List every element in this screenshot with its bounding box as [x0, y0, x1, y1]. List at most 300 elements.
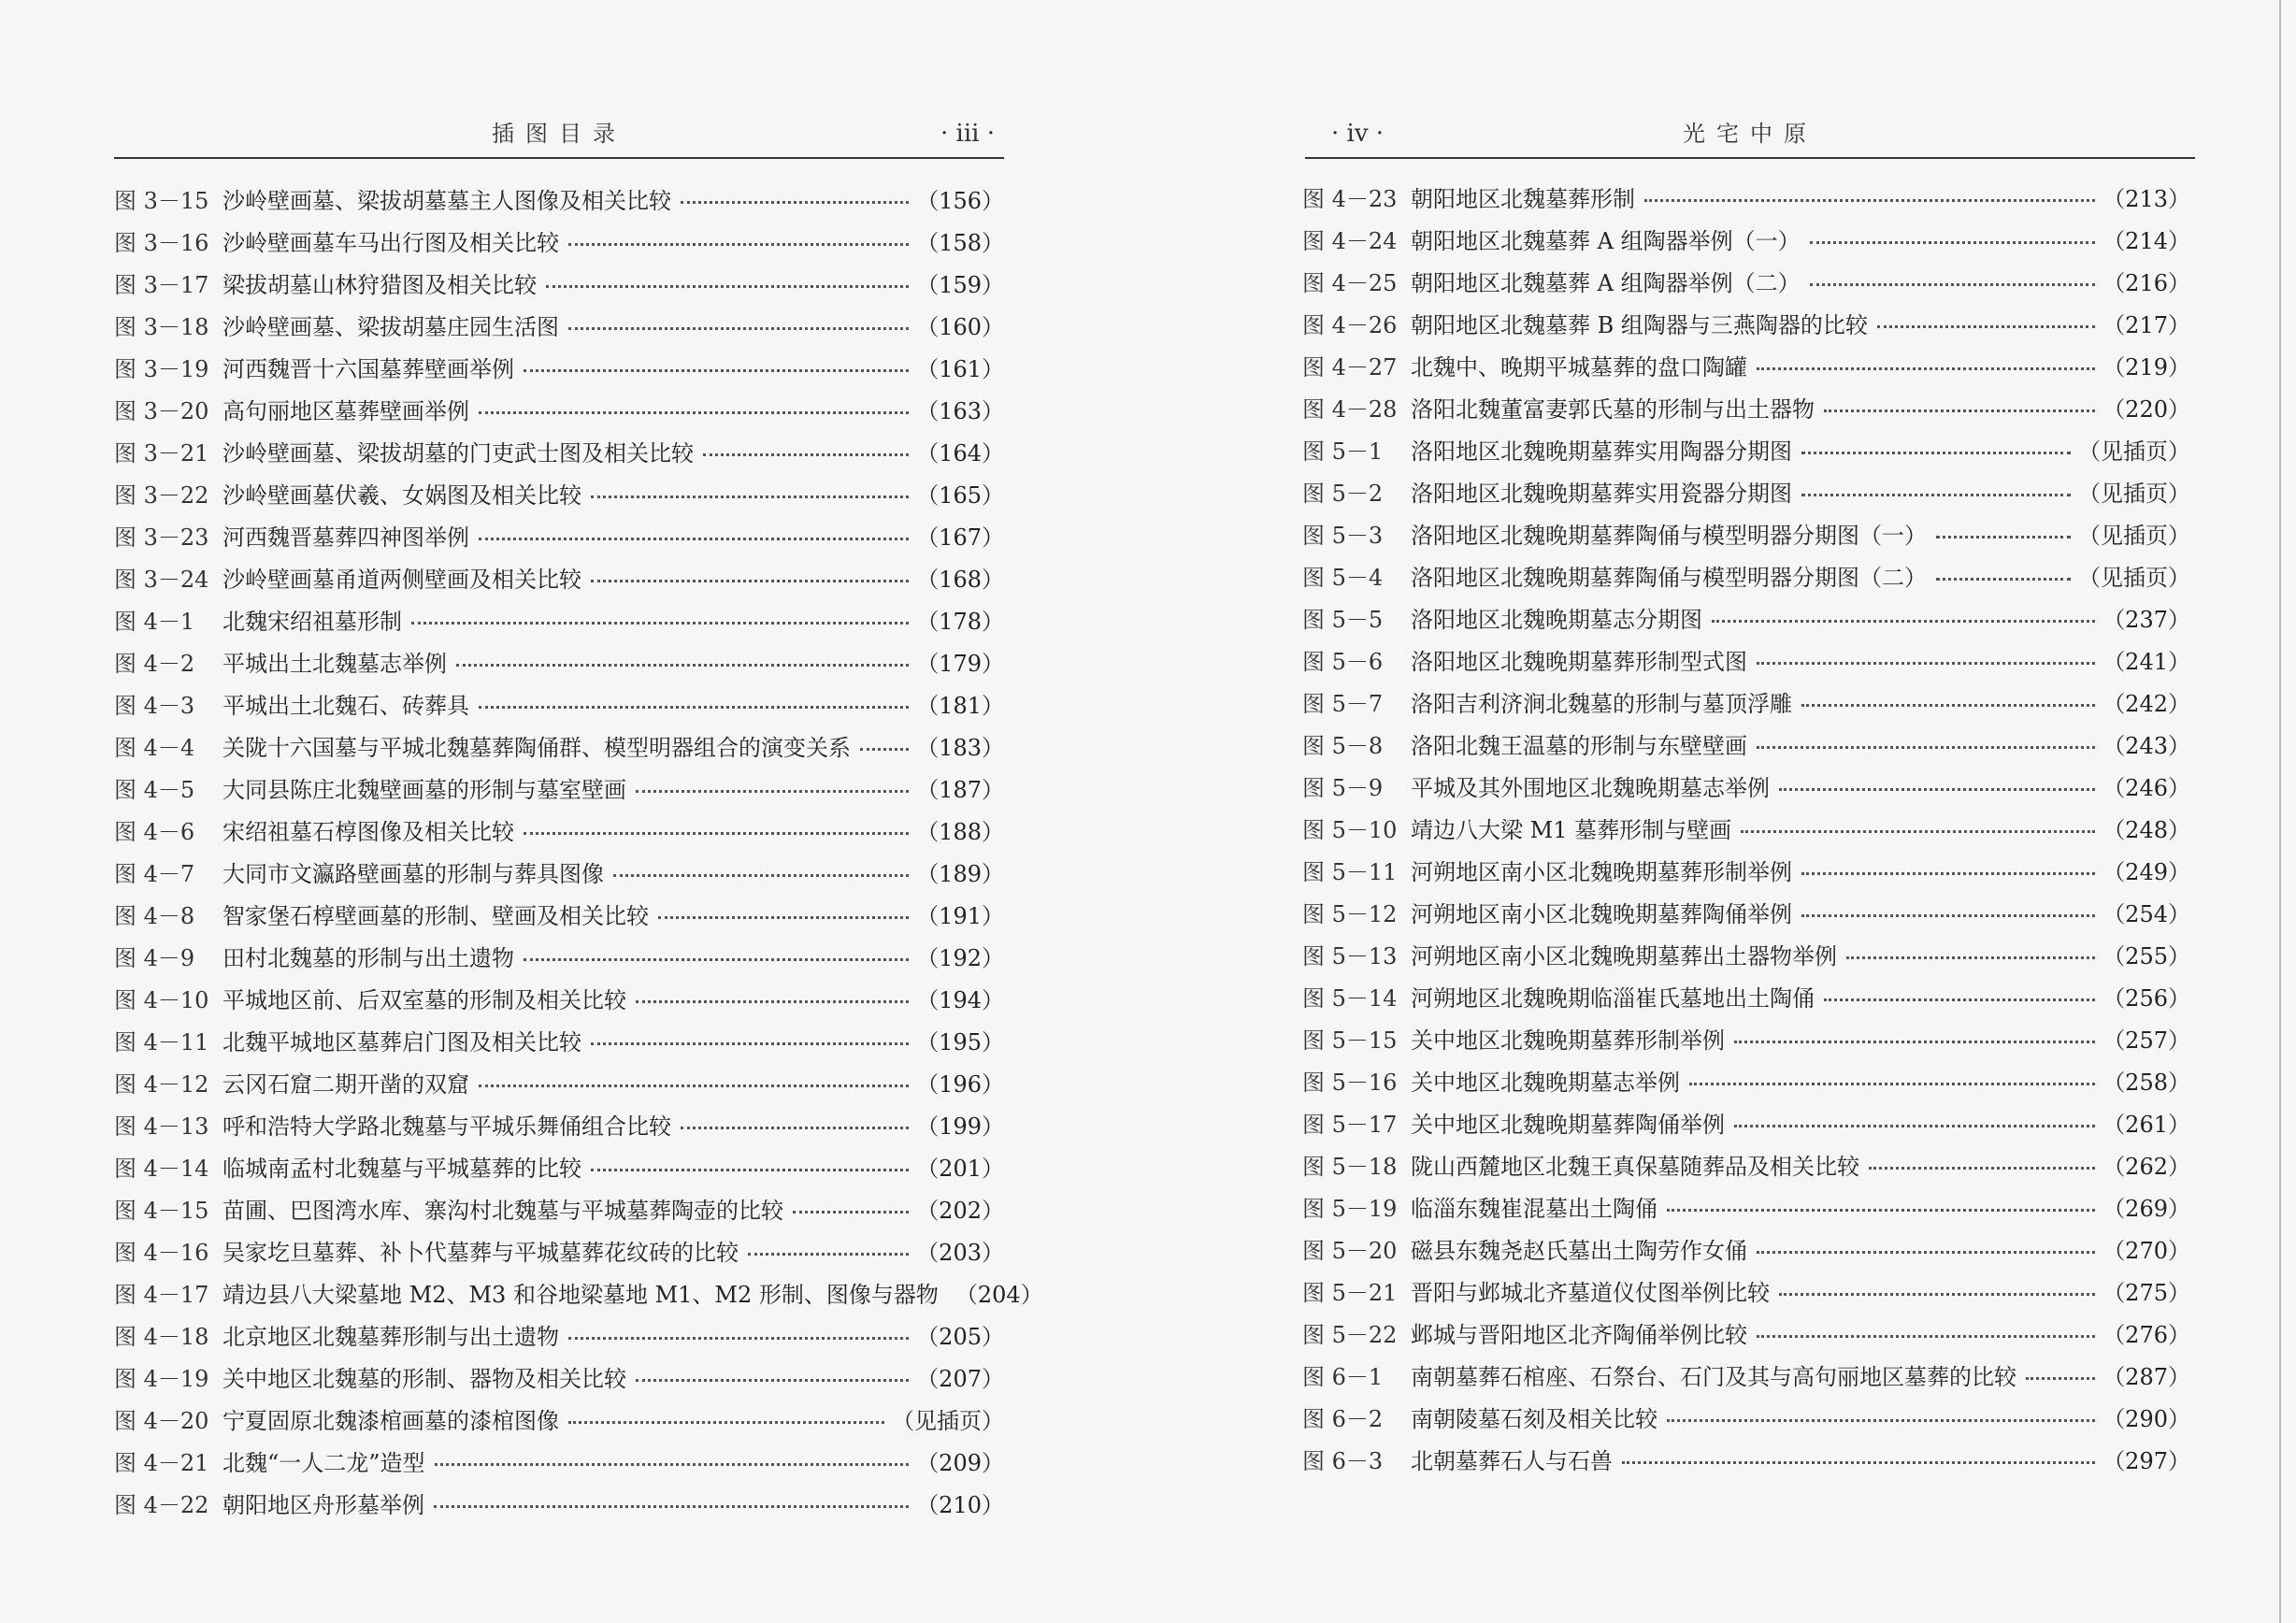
page-reference: （194） — [916, 987, 1004, 1013]
page-reference: （216） — [2102, 270, 2190, 296]
page-reference: （276） — [2102, 1322, 2190, 1348]
leader-dots — [1801, 914, 2095, 917]
leader-dots — [1689, 1083, 2095, 1085]
page-reference: （210） — [916, 1492, 1004, 1518]
page-reference: （258） — [2102, 1070, 2190, 1096]
figure-title: 朝阳地区舟形墓举例 — [222, 1492, 424, 1518]
figure-title: 靖边县八大梁墓地 M2、M3 和谷地梁墓地 M1、M2 形制、图像与器物 — [222, 1282, 939, 1308]
toc-entry — [114, 893, 1004, 935]
figure-number: 图 4－14 — [114, 1156, 209, 1182]
figure-number: 图 6－1 — [1302, 1364, 1384, 1390]
page-reference: （191） — [916, 903, 1004, 929]
page-reference: （297） — [2102, 1448, 2190, 1474]
toc-entry — [114, 1187, 1004, 1229]
figure-title: 关中地区北魏晚期墓葬形制举例 — [1411, 1027, 1725, 1054]
toc-entry — [114, 220, 1004, 262]
figure-number: 图 4－20 — [114, 1408, 209, 1434]
figure-number: 图 3－16 — [114, 230, 209, 256]
page-reference: （209） — [916, 1450, 1004, 1476]
page-reference: （见插页） — [892, 1408, 1004, 1434]
leader-dots — [568, 327, 909, 330]
toc-entry — [114, 640, 1004, 682]
page-reference: （204） — [954, 1282, 1043, 1308]
figure-title: 北魏中、晚期平城墓葬的盘口陶罐 — [1411, 354, 1747, 381]
leader-dots — [636, 1379, 909, 1382]
figure-number: 图 4－7 — [114, 861, 195, 887]
figure-number: 图 4－10 — [114, 987, 209, 1013]
toc-entry — [114, 178, 1004, 220]
leader-dots — [703, 453, 909, 456]
figure-number: 图 6－3 — [1302, 1448, 1384, 1474]
page-reference: （249） — [2102, 859, 2190, 885]
leader-dots — [479, 706, 909, 709]
figure-number: 图 5－1 — [1302, 438, 1384, 465]
page-reference: （205） — [916, 1324, 1004, 1350]
toc-entry — [1302, 1185, 2190, 1228]
toc-entry — [114, 851, 1004, 893]
toc-entry — [114, 514, 1004, 556]
toc-entry — [114, 1398, 1004, 1440]
page-reference: （269） — [2102, 1196, 2190, 1222]
figure-number: 图 5－15 — [1302, 1027, 1398, 1054]
figure-number: 图 4－3 — [114, 693, 195, 719]
leader-dots — [681, 1127, 909, 1129]
page-reference: （243） — [2102, 733, 2190, 759]
toc-entry — [1302, 1270, 2190, 1312]
figure-number: 图 4－5 — [114, 777, 195, 803]
figure-number: 图 4－27 — [1302, 354, 1398, 381]
toc-entry — [114, 767, 1004, 809]
page-reference: （213） — [2102, 186, 2190, 212]
figure-title: 河西魏晋十六国墓葬壁画举例 — [222, 356, 514, 382]
leader-dots — [793, 1211, 909, 1214]
figure-number: 图 4－13 — [114, 1113, 209, 1140]
page-reference: （161） — [916, 356, 1004, 382]
leader-dots — [568, 1337, 909, 1340]
leader-dots — [636, 790, 909, 793]
figure-title: 苗圃、巴图湾水库、寨沟村北魏墓与平城墓葬陶壶的比较 — [222, 1198, 783, 1224]
figure-title: 朝阳地区北魏墓葬 B 组陶器与三燕陶器的比较 — [1411, 312, 1868, 338]
figure-title: 河朔地区南小区北魏晚期墓葬陶俑举例 — [1411, 901, 1792, 927]
page-reference: （189） — [916, 861, 1004, 887]
figure-number: 图 5－10 — [1302, 817, 1398, 843]
toc-entry — [1302, 1396, 2190, 1438]
figure-title: 邺城与晋阳地区北齐陶俑举例比较 — [1411, 1322, 1747, 1348]
toc-entry — [1302, 470, 2190, 512]
figure-number: 图 3－15 — [114, 188, 209, 214]
figure-number: 图 5－19 — [1302, 1196, 1398, 1222]
figure-title: 河西魏晋墓葬四神图举例 — [222, 524, 469, 551]
leader-dots — [1734, 1125, 2095, 1127]
leader-dots — [1936, 578, 2071, 581]
leader-dots — [1801, 704, 2095, 707]
toc-entry — [1302, 428, 2190, 470]
toc-entry — [1302, 849, 2190, 891]
figure-number: 图 4－11 — [114, 1029, 209, 1056]
leader-dots — [1824, 998, 2095, 1001]
leader-dots — [591, 1042, 909, 1045]
figure-title: 关陇十六国墓与平城北魏墓葬陶俑群、模型明器组合的演变关系 — [222, 735, 851, 761]
page-reference: （183） — [916, 735, 1004, 761]
leader-dots — [479, 411, 909, 414]
figure-number: 图 4－25 — [1302, 270, 1398, 296]
right-page-header — [1305, 110, 2195, 159]
figure-number: 图 4－22 — [114, 1492, 209, 1518]
figure-title: 临城南孟村北魏墓与平城墓葬的比较 — [222, 1156, 581, 1182]
page-reference: （199） — [916, 1113, 1004, 1140]
toc-entry — [114, 1271, 1043, 1314]
toc-entry — [1302, 1017, 2190, 1059]
figure-title: 洛阳地区北魏晚期墓葬陶俑与模型明器分期图（二） — [1411, 565, 1927, 591]
page-reference: （255） — [2102, 943, 2190, 969]
figure-number: 图 4－16 — [114, 1240, 209, 1266]
figure-number: 图 4－8 — [114, 903, 195, 929]
figure-number: 图 6－2 — [1302, 1406, 1384, 1432]
figure-title: 平城出土北魏石、砖葬具 — [222, 693, 469, 719]
leader-dots — [1757, 746, 2095, 749]
toc-entry — [1302, 512, 2190, 554]
leader-dots — [568, 1421, 884, 1424]
figure-title: 南朝墓葬石棺座、石祭台、石门及其与高句丽地区墓葬的比较 — [1411, 1364, 2016, 1390]
page-reference: （246） — [2102, 775, 2190, 801]
figure-title: 洛阳吉利济涧北魏墓的形制与墓顶浮雕 — [1411, 691, 1792, 717]
figure-title: 平城及其外围地区北魏晚期墓志举例 — [1411, 775, 1770, 801]
page-reference: （275） — [2102, 1280, 2190, 1306]
figure-title: 洛阳地区北魏晚期墓葬实用瓷器分期图 — [1411, 481, 1792, 507]
figure-number: 图 4－18 — [114, 1324, 209, 1350]
leader-dots — [1877, 325, 2095, 328]
toc-entry — [114, 472, 1004, 514]
page-reference: （178） — [916, 609, 1004, 635]
leader-dots — [456, 664, 909, 667]
figure-number: 图 4－19 — [114, 1366, 209, 1392]
leader-dots — [1712, 620, 2095, 623]
figure-number: 图 3－18 — [114, 314, 209, 340]
figure-number: 图 5－3 — [1302, 523, 1384, 549]
page-reference: （192） — [916, 945, 1004, 971]
page-reference: （179） — [916, 651, 1004, 677]
left-running-title: 插图目录 — [492, 121, 626, 147]
toc-entry — [114, 935, 1004, 977]
leader-dots — [524, 369, 909, 372]
figure-title: 关中地区北魏晚期墓葬陶俑举例 — [1411, 1112, 1725, 1138]
toc-entry — [114, 1356, 1004, 1398]
leader-dots — [860, 748, 909, 751]
figure-number: 图 5－6 — [1302, 649, 1384, 675]
figure-number: 图 3－23 — [114, 524, 209, 551]
figure-number: 图 5－4 — [1302, 565, 1384, 591]
leader-dots — [1734, 1041, 2095, 1043]
toc-entry — [1302, 554, 2190, 596]
leader-dots — [1801, 452, 2071, 454]
figure-number: 图 4－12 — [114, 1071, 209, 1098]
toc-entry — [1302, 1438, 2190, 1480]
toc-entry — [1302, 176, 2190, 218]
leader-dots — [1741, 830, 2095, 833]
figure-title: 磁县东魏尧赵氏墓出土陶劳作女俑 — [1411, 1238, 1747, 1264]
leader-dots — [658, 916, 909, 919]
leader-dots — [1757, 662, 2095, 665]
page-reference: （168） — [916, 567, 1004, 593]
leader-dots — [591, 580, 909, 582]
figure-title: 平城地区前、后双室墓的形制及相关比较 — [222, 987, 626, 1013]
leader-dots — [636, 1000, 909, 1003]
leader-dots — [1779, 1293, 2095, 1296]
page-reference: （165） — [916, 482, 1004, 509]
leader-dots — [591, 496, 909, 498]
toc-entry — [1302, 596, 2190, 639]
toc-entry — [1302, 260, 2190, 302]
leader-dots — [411, 622, 909, 625]
figure-number: 图 3－17 — [114, 272, 209, 298]
figure-title: 洛阳地区北魏晚期墓志分期图 — [1411, 607, 1702, 633]
figure-number: 图 5－7 — [1302, 691, 1384, 717]
leader-dots — [1869, 1167, 2095, 1170]
right-figure-list — [1302, 176, 2190, 1480]
figure-number: 图 4－17 — [114, 1282, 209, 1308]
figure-title: 大同市文瀛路壁画墓的形制与葬具图像 — [222, 861, 604, 887]
toc-entry — [114, 1314, 1004, 1356]
page-reference: （256） — [2102, 985, 2190, 1012]
right-running-title: 光宅中原 — [1683, 121, 1817, 147]
figure-title: 靖边八大梁 M1 墓葬形制与壁画 — [1411, 817, 1732, 843]
leader-dots — [1757, 1335, 2095, 1338]
figure-title: 北魏宋绍祖墓形制 — [222, 609, 402, 635]
figure-number: 图 4－21 — [114, 1450, 209, 1476]
figure-title: 北京地区北魏墓葬形制与出土遗物 — [222, 1324, 559, 1350]
leader-dots — [435, 1463, 910, 1466]
figure-number: 图 4－4 — [114, 735, 195, 761]
page-reference: （262） — [2102, 1154, 2190, 1180]
toc-entry — [114, 725, 1004, 767]
figure-title: 大同县陈庄北魏壁画墓的形制与墓室壁画 — [222, 777, 626, 803]
figure-title: 田村北魏墓的形制与出土遗物 — [222, 945, 514, 971]
toc-entry — [1302, 807, 2190, 849]
page-reference: （158） — [916, 230, 1004, 256]
page-reference: （167） — [916, 524, 1004, 551]
figure-title: 临淄东魏崔混墓出土陶俑 — [1411, 1196, 1657, 1222]
page-reference: （261） — [2102, 1112, 2190, 1138]
figure-title: 沙岭壁画墓甬道两侧壁画及相关比较 — [222, 567, 581, 593]
page-reference: （见插页） — [2078, 481, 2190, 507]
page-reference: （254） — [2102, 901, 2190, 927]
figure-number: 图 5－11 — [1302, 859, 1398, 885]
figure-title: 河朔地区南小区北魏晚期墓葬形制举例 — [1411, 859, 1792, 885]
leader-dots — [1936, 536, 2071, 539]
figure-number: 图 5－13 — [1302, 943, 1398, 969]
leader-dots — [1667, 1419, 2095, 1422]
figure-number: 图 4－1 — [114, 609, 195, 635]
page-reference: （163） — [916, 398, 1004, 424]
page-reference: （248） — [2102, 817, 2190, 843]
page-reference: （188） — [916, 819, 1004, 845]
figure-number: 图 5－20 — [1302, 1238, 1398, 1264]
page-reference: （217） — [2102, 312, 2190, 338]
leader-dots — [434, 1505, 909, 1508]
page-reference: （241） — [2102, 649, 2190, 675]
leader-dots — [591, 1169, 909, 1171]
figure-number: 图 4－15 — [114, 1198, 209, 1224]
figure-title: 宋绍祖墓石椁图像及相关比较 — [222, 819, 514, 845]
page-reference: （257） — [2102, 1027, 2190, 1054]
leader-dots — [1801, 872, 2095, 875]
toc-entry — [1302, 1101, 2190, 1143]
figure-number: 图 4－28 — [1302, 396, 1398, 423]
leader-dots — [613, 874, 909, 877]
figure-number: 图 5－9 — [1302, 775, 1384, 801]
figure-number: 图 3－24 — [114, 567, 209, 593]
figure-number: 图 5－2 — [1302, 481, 1384, 507]
figure-number: 图 5－8 — [1302, 733, 1384, 759]
page-reference: （287） — [2102, 1364, 2190, 1390]
leader-dots — [1801, 494, 2071, 496]
page-reference: （195） — [916, 1029, 1004, 1056]
figure-title: 平城出土北魏墓志举例 — [222, 651, 447, 677]
figure-number: 图 4－23 — [1302, 186, 1398, 212]
toc-entry — [1302, 1312, 2190, 1354]
toc-entry — [114, 430, 1004, 472]
leader-dots — [1622, 1461, 2095, 1464]
leader-dots — [748, 1253, 909, 1256]
toc-entry — [114, 1145, 1004, 1187]
figure-number: 图 5－18 — [1302, 1154, 1398, 1180]
leader-dots — [524, 958, 909, 961]
page-reference: （181） — [916, 693, 1004, 719]
figure-title: 吴家圪旦墓葬、补卜代墓葬与平城墓葬花纹砖的比较 — [222, 1240, 739, 1266]
figure-title: 北朝墓葬石人与石兽 — [1411, 1448, 1613, 1474]
figure-title: 北魏平城地区墓葬启门图及相关比较 — [222, 1029, 581, 1056]
figure-title: 云冈石窟二期开凿的双窟 — [222, 1071, 469, 1098]
toc-entry — [1302, 723, 2190, 765]
toc-entry — [1302, 1143, 2190, 1185]
left-page-header — [114, 110, 1004, 159]
leader-dots — [479, 538, 909, 540]
figure-title: 沙岭壁画墓伏羲、女娲图及相关比较 — [222, 482, 581, 509]
page-reference: （270） — [2102, 1238, 2190, 1264]
toc-entry — [114, 977, 1004, 1019]
right-page — [1148, 0, 2296, 1623]
figure-number: 图 4－24 — [1302, 228, 1398, 254]
toc-entry — [1302, 386, 2190, 428]
figure-title: 关中地区北魏晚期墓志举例 — [1411, 1070, 1680, 1096]
figure-number: 图 4－26 — [1302, 312, 1398, 338]
toc-entry — [1302, 891, 2190, 933]
figure-title: 梁拔胡墓山林狩猎图及相关比较 — [222, 272, 537, 298]
figure-title: 北魏“一人二龙”造型 — [222, 1450, 425, 1476]
leader-dots — [1810, 241, 2096, 244]
toc-entry — [114, 809, 1004, 851]
page-reference: （160） — [916, 314, 1004, 340]
leader-dots — [681, 201, 909, 204]
toc-entry — [114, 1482, 1004, 1524]
figure-number: 图 4－6 — [114, 819, 195, 845]
leader-dots — [524, 832, 909, 835]
toc-entry — [114, 388, 1004, 430]
figure-number: 图 3－19 — [114, 356, 209, 382]
leader-dots — [568, 243, 909, 246]
figure-number: 图 4－2 — [114, 651, 195, 677]
page-reference: （见插页） — [2078, 438, 2190, 465]
figure-number: 图 5－14 — [1302, 985, 1398, 1012]
page-reference: （201） — [916, 1156, 1004, 1182]
toc-entry — [114, 556, 1004, 598]
toc-entry — [1302, 344, 2190, 386]
figure-title: 朝阳地区北魏墓葬形制 — [1411, 186, 1635, 212]
figure-title: 洛阳地区北魏晚期墓葬实用陶器分期图 — [1411, 438, 1792, 465]
figure-title: 河朔地区北魏晚期临淄崔氏墓地出土陶俑 — [1411, 985, 1815, 1012]
leader-dots — [546, 285, 909, 288]
toc-entry — [114, 598, 1004, 640]
figure-title: 朝阳地区北魏墓葬 A 组陶器举例（二） — [1411, 270, 1801, 296]
figure-title: 朝阳地区北魏墓葬 A 组陶器举例（一） — [1411, 228, 1801, 254]
figure-title: 沙岭壁画墓、梁拔胡墓的门吏武士图及相关比较 — [222, 440, 694, 467]
page-reference: （202） — [916, 1198, 1004, 1224]
figure-number: 图 3－20 — [114, 398, 209, 424]
page-reference: （219） — [2102, 354, 2190, 381]
toc-entry — [1302, 1354, 2190, 1396]
figure-number: 图 5－21 — [1302, 1280, 1398, 1306]
leader-dots — [479, 1084, 909, 1087]
toc-entry — [114, 346, 1004, 388]
page-reference: （164） — [916, 440, 1004, 467]
figure-number: 图 4－9 — [114, 945, 195, 971]
page-reference: （187） — [916, 777, 1004, 803]
toc-entry — [114, 1229, 1004, 1271]
page-reference: （203） — [916, 1240, 1004, 1266]
leader-dots — [1644, 199, 2095, 202]
page-reference: （242） — [2102, 691, 2190, 717]
toc-entry — [114, 262, 1004, 304]
toc-entry — [114, 1440, 1004, 1482]
toc-entry — [1302, 1059, 2190, 1101]
figure-title: 高句丽地区墓葬壁画举例 — [222, 398, 469, 424]
figure-title: 陇山西麓地区北魏王真保墓随葬品及相关比较 — [1411, 1154, 1859, 1180]
toc-entry — [114, 682, 1004, 725]
toc-entry — [1302, 218, 2190, 260]
page-reference: （见插页） — [2078, 565, 2190, 591]
leader-dots — [1779, 788, 2095, 791]
figure-title: 关中地区北魏墓的形制、器物及相关比较 — [222, 1366, 626, 1392]
leader-dots — [2026, 1377, 2095, 1380]
toc-entry — [1302, 765, 2190, 807]
toc-entry — [114, 304, 1004, 346]
figure-title: 洛阳北魏王温墓的形制与东壁壁画 — [1411, 733, 1747, 759]
toc-entry — [1302, 302, 2190, 344]
figure-title: 洛阳地区北魏晚期墓葬陶俑与模型明器分期图（一） — [1411, 523, 1927, 549]
leader-dots — [1757, 367, 2095, 370]
figure-title: 晋阳与邺城北齐墓道仪仗图举例比较 — [1411, 1280, 1770, 1306]
figure-title: 呼和浩特大学路北魏墓与平城乐舞俑组合比较 — [222, 1113, 671, 1140]
figure-number: 图 5－17 — [1302, 1112, 1398, 1138]
page-reference: （290） — [2102, 1406, 2190, 1432]
toc-entry — [1302, 681, 2190, 723]
figure-title: 沙岭壁画墓、梁拔胡墓庄园生活图 — [222, 314, 559, 340]
leader-dots — [1667, 1209, 2095, 1212]
toc-entry — [114, 1061, 1004, 1103]
figure-title: 河朔地区南小区北魏晚期墓葬出土器物举例 — [1411, 943, 1837, 969]
toc-entry — [114, 1103, 1004, 1145]
figure-title: 宁夏固原北魏漆棺画墓的漆棺图像 — [222, 1408, 559, 1434]
figure-number: 图 5－5 — [1302, 607, 1384, 633]
toc-entry — [114, 1019, 1004, 1061]
page-reference: （237） — [2102, 607, 2190, 633]
page-reference: （214） — [2102, 228, 2190, 254]
figure-title: 智家堡石椁壁画墓的形制、壁画及相关比较 — [222, 903, 649, 929]
left-figure-list — [114, 178, 1043, 1524]
figure-title: 洛阳北魏董富妻郭氏墓的形制与出土器物 — [1411, 396, 1815, 423]
page-reference: （196） — [916, 1071, 1004, 1098]
page-reference: （207） — [916, 1366, 1004, 1392]
